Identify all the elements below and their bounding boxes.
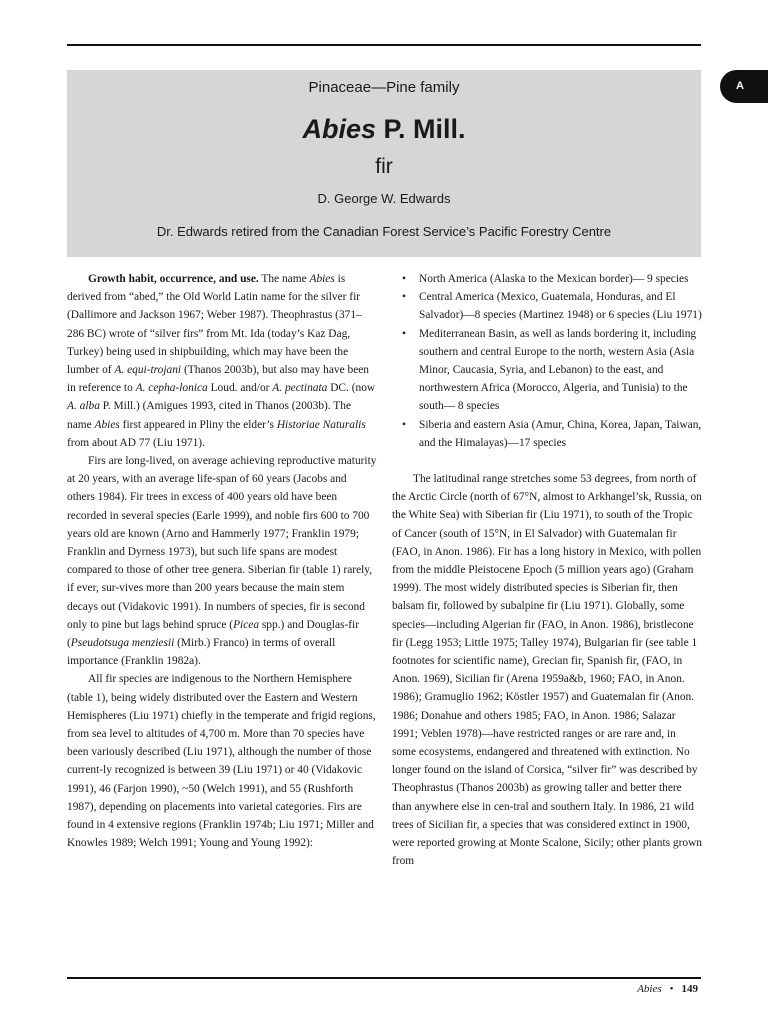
region-list — [392, 270, 702, 452]
page-number: 149 — [681, 983, 698, 995]
genus-title — [67, 114, 701, 145]
list-item: • Siberia and eastern Asia (Amur, China, Korea, Japan, Taiwan, and the Himalayas)—17 species — [392, 416, 702, 452]
list-item: • Central America (Mexico, Guatemala, Honduras, and El Salvador)—8 species (Martinez 1948) or 6 species (Liu 1971) — [392, 288, 702, 324]
title-block — [67, 70, 701, 257]
left-column — [67, 270, 377, 853]
paragraph-latitudinal-range: The latitudinal range stretches some 53 degrees, from north of the Arctic Circle (north of 67°N, almost to Arkhangel’sk, Russia, on the White Sea) with Siberian fir (Liu 1971), to south of the Tropic of Cancer (south of 15°N, in El Salvador) with Guatemalan fir (FAO, in Anon. 1986). Fir has a long history in Mexico, with pollen from the middle Pleistocene Epoch (5 million years ago) (Graham 1999). The most widely distributed species is Siberian fir, then balsam fir, followed by subalpine fir (Liu 1971). Globally, some species—including Algerian fir (FAO, in Anon. 1986), bristlecone fir (Legg 1953; Little 1975; Talley 1974), Bulgarian fir (see table 1 footnotes for scientific name), Grecian fir, Spanish fir, (FAO, in Anon. 1969), Sicilian fir (Arena 1959a&b, 1960; FAO, in Anon. 1986); Gramuglio 1962; Köstler 1957) and Guatemalan fir (Anon. 1986; Donahue and others 1985; FAO, in Anon. 1986; Salazar 1991; Veblen 1978)—have restricted ranges or are rare and, in some ecosystems, endangered and threatened with extinction. No longer found on the island of Corsica, “silver fir” was described by Theophrastus (Thanos 2003b) as growing taller and better there than anywhere else in cen-tral and southern Italy. In 1986, 21 wild trees of Sicilian fir, a species that was considered extinct in 1900, were reported growing at Monte Scalone, Sicily; other plants grown from — [392, 473, 702, 868]
paragraph-growth-habit: Growth habit, occurrence, and use. The name Abies is derived from “abed,” the Old World Latin name for the silver fir (Dallimore and Jackson 1967; Weber 1987). Theophrastus (371–286 BC) wrote of “silver firs” from Mt. Ida (today’s Kaz Dag, Turkey) being used in shipbuilding, which may have been the lumber of A. equi-trojani (Thanos 2003b), but also may have been in reference to A. cepha-lonica Loud. and/or A. pectinata DC. (now A. alba P. Mill.) (Amigues 1993, cited in Thanos (2003b). The name Abies first appeared in Pliny the elder’s Historiae Naturalis from about AD 77 (Liu 1971). — [67, 273, 376, 449]
bottom-rule — [67, 977, 701, 979]
genus-name: Abies — [302, 114, 376, 144]
footer-separator: • — [669, 983, 674, 995]
right-column — [392, 270, 702, 871]
list-item: • North America (Alaska to the Mexican border)— 9 species — [392, 270, 702, 288]
paragraph-distribution: All fir species are indigenous to the Northern Hemisphere (table 1), being widely distributed over the Eastern and Western Hemispheres (Liu 1971) chiefly in the temperate and frigid regions, from sea level to altitudes of 4,700 m. More than 70 species have been variously described (Liu 1971), although the number of those current-ly recognized is between 39 (Liu 1971) or 40 (Vidakovic 1991), 46 (Farjon 1990), ~50 (Welch 1991), and 55 (Rushforth 1987), depending on placements into varietal categories. Firs are found in 4 extensive regions (Franklin 1974b; Liu 1971; Miller and Knowles 1989; Welch 1991; Young and Young 1992): — [67, 673, 376, 850]
author-affiliation: Dr. Edwards retired from the Canadian Forest Service’s Pacific Forestry Centre — [156, 224, 612, 239]
genus-authority: P. Mill. — [383, 114, 466, 144]
run-in-heading: Growth habit, occurrence, and use. — [88, 273, 259, 285]
list-item: • Mediterranean Basin, as well as lands bordering it, including southern and central Europe to the north, western Asia (Asia Minor, Caucasia, Syria, and Lebanon) to the east, and northwestern Africa (Morocco, Algeria, and Tunisia) to the south— 8 species — [392, 325, 702, 416]
footer-genus: Abies — [637, 983, 662, 995]
author-name: D. George W. Edwards — [317, 191, 451, 206]
common-name: fir — [375, 155, 393, 178]
page-footer — [637, 983, 698, 995]
paragraph-longevity: Firs are long-lived, on average achieving reproductive maturity at 20 years, with an average life-span of 60 years (Jacobs and others 1984). Fir trees in excess of 400 years old have been recorded in several species (Earle 1999), and noble firs 600 to 700 years old are known (Arno and Hammerly 1977; Franklin 1979; Franklin and Dyrness 1973), but such life spans are modest compared to those of other tree genera. Siberian fir (table 1) rarely, if ever, sur-vives more than 200 years because the main stem decays out (Vidakovic 1991). In numbers of species, fir is second only to pine but lags behind spruce (Picea spp.) and Douglas-fir (Pseudotsuga menziesii (Mirb.) Franco) in terms of overall importance (Franklin 1982a). — [67, 455, 377, 668]
section-tab: A — [720, 70, 768, 103]
family-name: Pinaceae—Pine family — [308, 79, 460, 96]
top-rule — [67, 44, 701, 46]
